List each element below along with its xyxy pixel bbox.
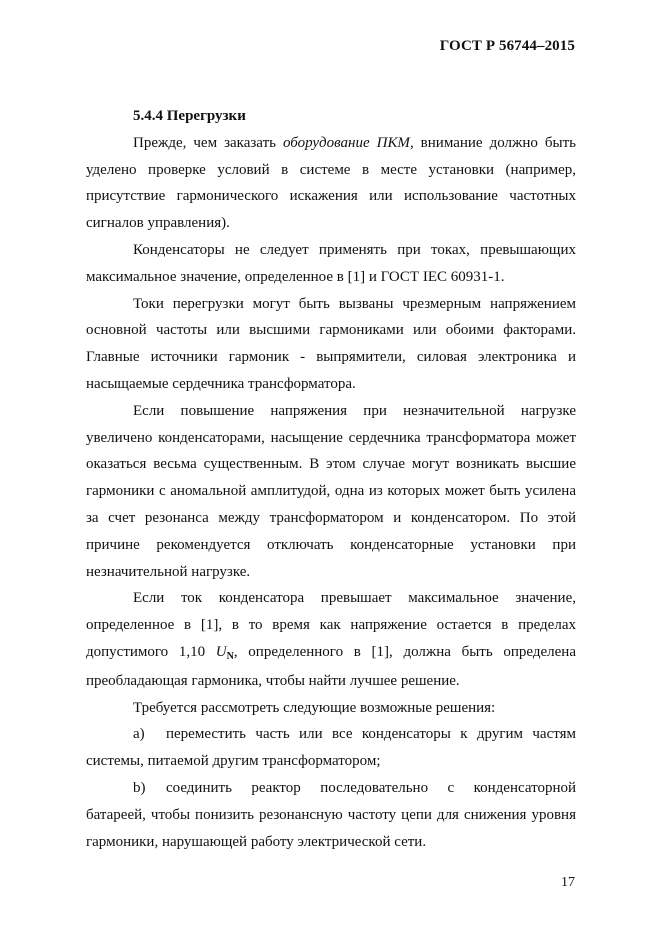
list-item-b [86, 775, 576, 855]
paragraph-capacitor-limits: Конденсаторы не следует применять при токах, превышающих максимальное значение, определенное в [1] и ГОСТ IEC 60931-1. [86, 241, 576, 285]
paragraph-capacitor-current [86, 585, 576, 694]
list-text-a: переместить часть или все конденсаторы к другим частям системы, питаемой другим трансформатором; [86, 726, 576, 770]
paragraph-capacitor-current-start: Если ток конденсатора превышает максимальное значение, определенное в [1], в то время как напряжение остается в пределах допустимого 1,10 [86, 590, 576, 660]
list-item-a [86, 721, 576, 775]
paragraph-ordering-text-start: Прежде, чем заказать [133, 134, 283, 151]
paragraph-voltage-rise: Если повышение напряжения при незначительной нагрузке увеличено конденсаторами, насыщение сердечника трансформатора может оказаться весьма существенным. В этом случае могут возникать высшие гармоники с аномальной амплитудой, одна из которых может быть усилена за счет резонанса между трансформатором и конденсатором. По этой причине рекомендуется отключать конденсаторные установки при незначительной нагрузке. [86, 402, 576, 580]
list-text-b: соединить реактор последовательно с конденсаторной батареей, чтобы понизить резонансную частоту цепи для снижения уровня гармоники, нарушающей работу электрической сети. [86, 779, 576, 850]
paragraph-overload-currents: Токи перегрузки могут быть вызваны чрезмерным напряжением основной частоты или высшими гармониками или обоими факторами. Главные источники гармоник - выпрямители, силовая электроника и насыщаемые сердечника трансформатора. [86, 295, 576, 392]
paragraph-capacitor-current-end: , определенного в [1], должна быть определена преобладающая гармоника, чтобы найти лучшее решение. [86, 643, 576, 689]
page-number: 17 [561, 875, 575, 890]
paragraph-ordering [86, 130, 576, 237]
paragraph-ordering-text-end: , внимание должно быть уделено проверке условий в системе в месте установки (например, присутствие гармонического искажения или использование частотных сигналов управления). [86, 134, 576, 232]
equipment-term: оборудование ПКМ [282, 134, 410, 151]
voltage-subscript: N [226, 650, 234, 662]
rated-voltage-symbol [216, 644, 234, 660]
list-marker-b: b) [133, 779, 146, 796]
paragraph-solutions-intro: Требуется рассмотреть следующие возможные решения: [133, 699, 496, 716]
list-marker-a: а) [133, 726, 145, 743]
main-content [86, 103, 576, 855]
standard-code: ГОСТ Р 56744–2015 [439, 38, 575, 54]
document-header [440, 38, 575, 55]
voltage-letter: U [215, 643, 227, 660]
section-title: 5.4.4 Перегрузки [133, 108, 246, 124]
